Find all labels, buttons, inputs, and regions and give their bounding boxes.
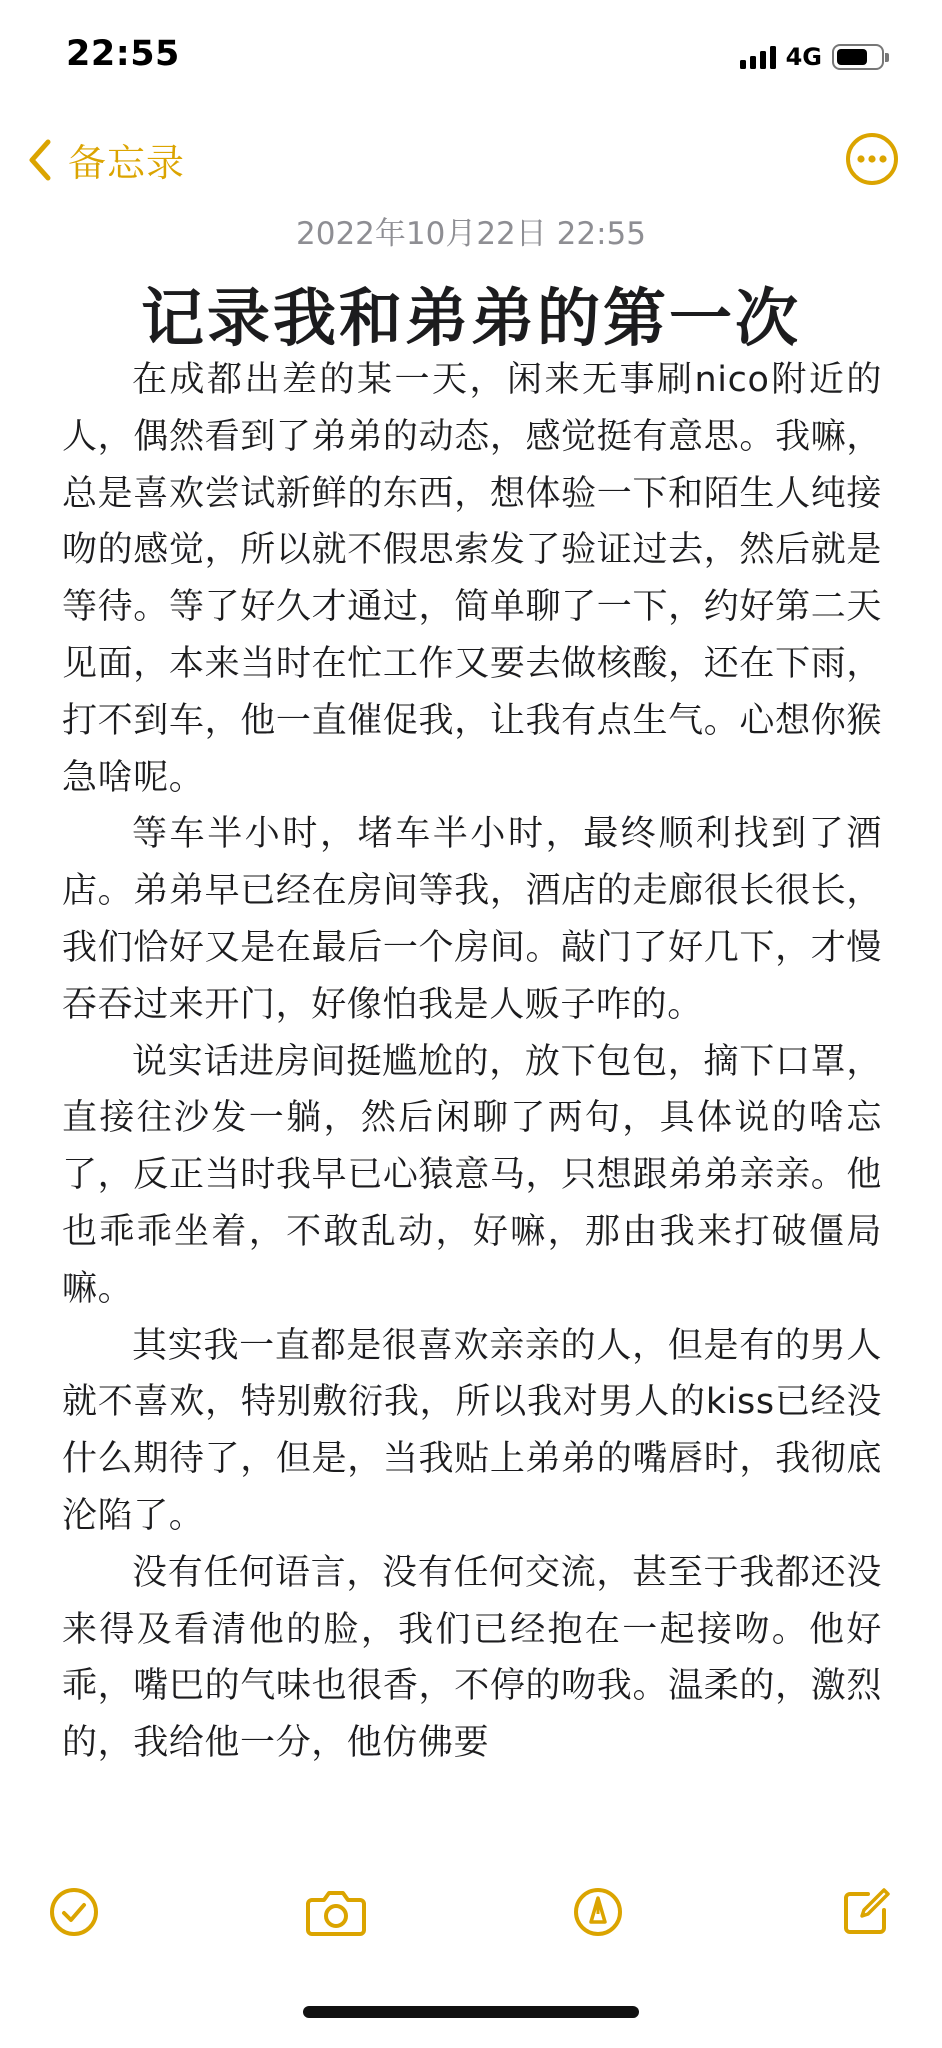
note-paragraph: 说实话进房间挺尴尬的，放下包包，摘下口罩，直接往沙发一躺，然后闲聊了两句，具体说的啥忘了，反正当时我早已心猿意马，只想跟弟弟亲亲。他也乖乖坐着，不敢乱动，好嘛，那由我来打破僵局嘛。 — [62, 1041, 882, 1309]
compose-icon — [838, 1884, 894, 1940]
markup-button[interactable] — [566, 1880, 630, 1944]
camera-button[interactable] — [304, 1880, 368, 1944]
status-time: 22:55 — [66, 34, 180, 74]
ellipsis-circle-icon — [844, 131, 900, 187]
note-paragraph: 在成都出差的某一天，闲来无事刷nico附近的人，偶然看到了弟弟的动态，感觉挺有意思。我嘛，总是喜欢尝试新鲜的东西，想体验一下和陌生人纯接吻的感觉，所以就不假思索发了验证过去，然后就是等待。等了好久才通过，简单聊了一下，约好第二天见面，本来当时在忙工作又要去做核酸，还在下雨，打不到车，他一直催促我，让我有点生气。心想你猴急啥呢。 — [62, 360, 882, 798]
markup-pen-icon — [570, 1884, 626, 1940]
note-body[interactable] — [62, 352, 882, 1920]
signal-bars-icon — [740, 45, 776, 69]
status-indicators — [740, 44, 884, 70]
note-date: 2022年10月22日 22:55 — [296, 216, 646, 252]
network-type: 4G — [785, 43, 822, 71]
bottom-toolbar — [0, 1880, 942, 1960]
note-paragraph: 没有任何语言，没有任何交流，甚至于我都还没来得及看清他的脸，我们已经抱在一起接吻。他好乖，嘴巴的气味也很香，不停的吻我。温柔的，激烈的，我给他一分，他仿佛要 — [62, 1552, 882, 1764]
status-bar — [0, 0, 942, 110]
compose-button[interactable] — [834, 1880, 898, 1944]
back-button[interactable] — [26, 132, 185, 187]
navigation-bar — [0, 120, 942, 200]
camera-icon — [304, 1884, 368, 1940]
checklist-icon — [46, 1884, 102, 1940]
checklist-button[interactable] — [42, 1880, 106, 1944]
chevron-left-icon — [26, 136, 54, 184]
note-title[interactable]: 记录我和弟弟的第一次 — [141, 282, 801, 355]
home-indicator[interactable] — [303, 2006, 639, 2018]
back-label: 备忘录 — [68, 141, 186, 185]
note-paragraph: 其实我一直都是很喜欢亲亲的人，但是有的男人就不喜欢，特别敷衍我，所以我对男人的kiss已经没什么期待了，但是，当我贴上弟弟的嘴唇时，我彻底沦陷了。 — [62, 1325, 882, 1536]
more-options-button[interactable] — [844, 131, 900, 187]
note-paragraph: 等车半小时，堵车半小时，最终顺利找到了酒店。弟弟早已经在房间等我，酒店的走廊很长很长，我们恰好又是在最后一个房间。敲门了好几下，才慢吞吞过来开门，好像怕我是人贩子咋的。 — [62, 814, 882, 1025]
battery-icon — [832, 44, 884, 70]
